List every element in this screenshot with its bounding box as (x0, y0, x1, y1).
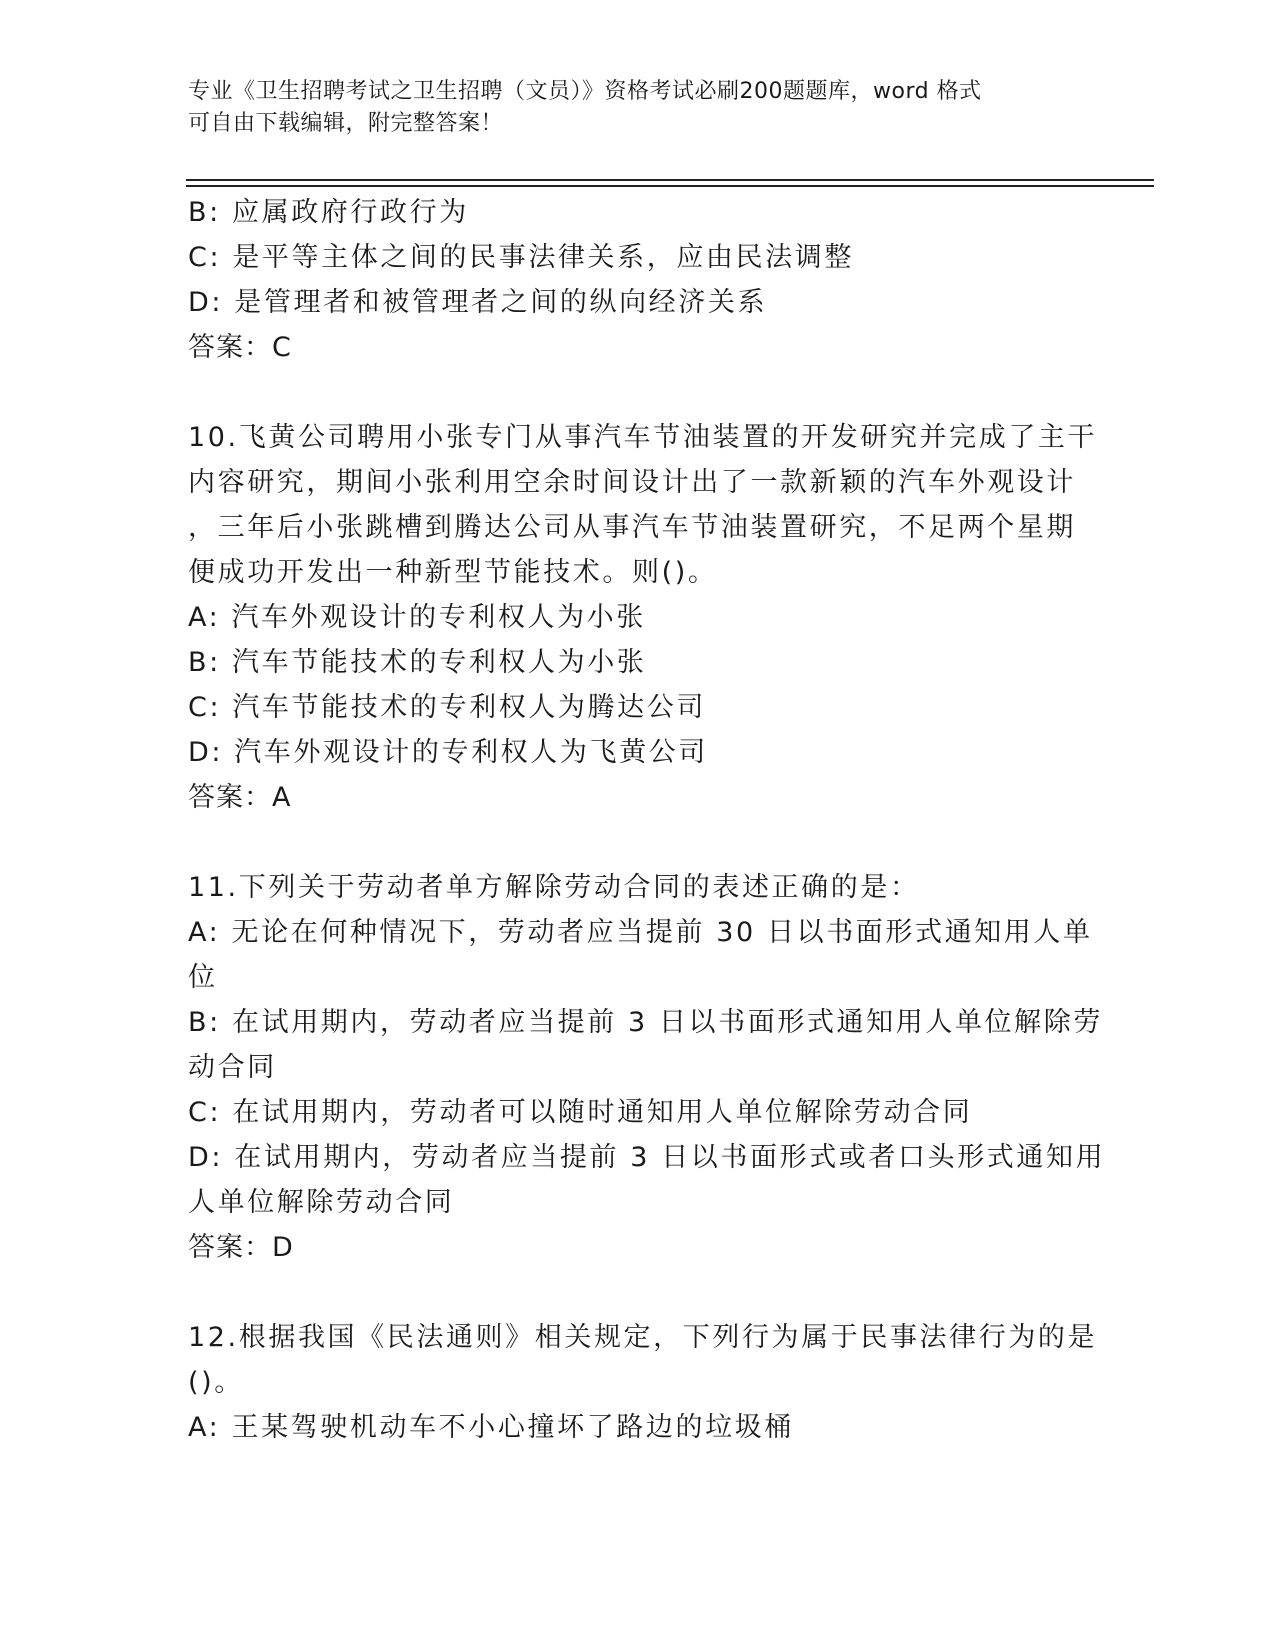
option-c: C: 汽车节能技术的专利权人为腾达公司 (188, 692, 706, 723)
option-d-continued: 人单位解除劳动合同 (188, 1187, 455, 1218)
option-b: B: 汽车节能技术的专利权人为小张 (188, 647, 647, 678)
question-stem-line: 12.根据我国《民法通则》相关规定，下列行为属于民事法律行为的是 (188, 1322, 1098, 1353)
question-stem-line: 便成功开发出一种新型节能技术。则()。 (188, 557, 718, 588)
question-spacer (188, 1270, 1088, 1315)
option-b: B: 在试用期内，劳动者应当提前 3 日以书面形式通知用人单位解除劳 (188, 1007, 1103, 1038)
option-d: D: 是管理者和被管理者之间的纵向经济关系 (188, 287, 768, 318)
option-a: A: 无论在何种情况下，劳动者应当提前 30 日以书面形式通知用人单 (188, 917, 1093, 948)
option-b: B: 应属政府行政行为 (188, 197, 469, 228)
option-d: D: 在试用期内，劳动者应当提前 3 日以书面形式或者口头形式通知用 (188, 1142, 1106, 1173)
header-divider-top (186, 179, 1154, 181)
question-11 (188, 865, 1106, 1270)
option-c: C: 在试用期内，劳动者可以随时通知用人单位解除劳动合同 (188, 1097, 973, 1128)
question-12 (188, 1315, 1098, 1450)
question-spacer (188, 820, 1088, 865)
question-stem-line: ()。 (188, 1367, 244, 1398)
question-9 (188, 190, 1088, 370)
answer: 答案：D (188, 1232, 294, 1263)
question-list (188, 190, 1106, 1450)
option-b-continued: 动合同 (188, 1052, 277, 1083)
header-divider-bottom (186, 185, 1154, 187)
question-stem-line: 11.下列关于劳动者单方解除劳动合同的表述正确的是： (188, 872, 920, 903)
question-stem-line: ，三年后小张跳槽到腾达公司从事汽车节油装置研究，不足两个星期 (188, 512, 1076, 543)
question-stem-line: 10.飞黄公司聘用小张专门从事汽车节油装置的开发研究并完成了主干 (188, 422, 1098, 453)
question-stem-line: 内容研究，期间小张利用空余时间设计出了一款新颖的汽车外观设计 (188, 467, 1076, 498)
option-a-continued: 位 (188, 962, 218, 993)
option-d: D: 汽车外观设计的专利权人为飞黄公司 (188, 737, 708, 768)
header-line-2: 可自由下载编辑，附完整答案！ (188, 111, 504, 136)
option-a: A: 王某驾驶机动车不小心撞坏了路边的垃圾桶 (188, 1412, 794, 1443)
answer: 答案：C (188, 332, 292, 363)
question-10 (188, 415, 1098, 820)
document-header (188, 76, 1068, 140)
answer: 答案：A (188, 782, 292, 813)
option-c: C: 是平等主体之间的民事法律关系，应由民法调整 (188, 242, 854, 273)
option-a: A: 汽车外观设计的专利权人为小张 (188, 602, 646, 633)
header-line-1: 专业《卫生招聘考试之卫生招聘（文员）》资格考试必刷200题题库，word 格式 (188, 79, 982, 104)
question-spacer (188, 370, 1088, 415)
